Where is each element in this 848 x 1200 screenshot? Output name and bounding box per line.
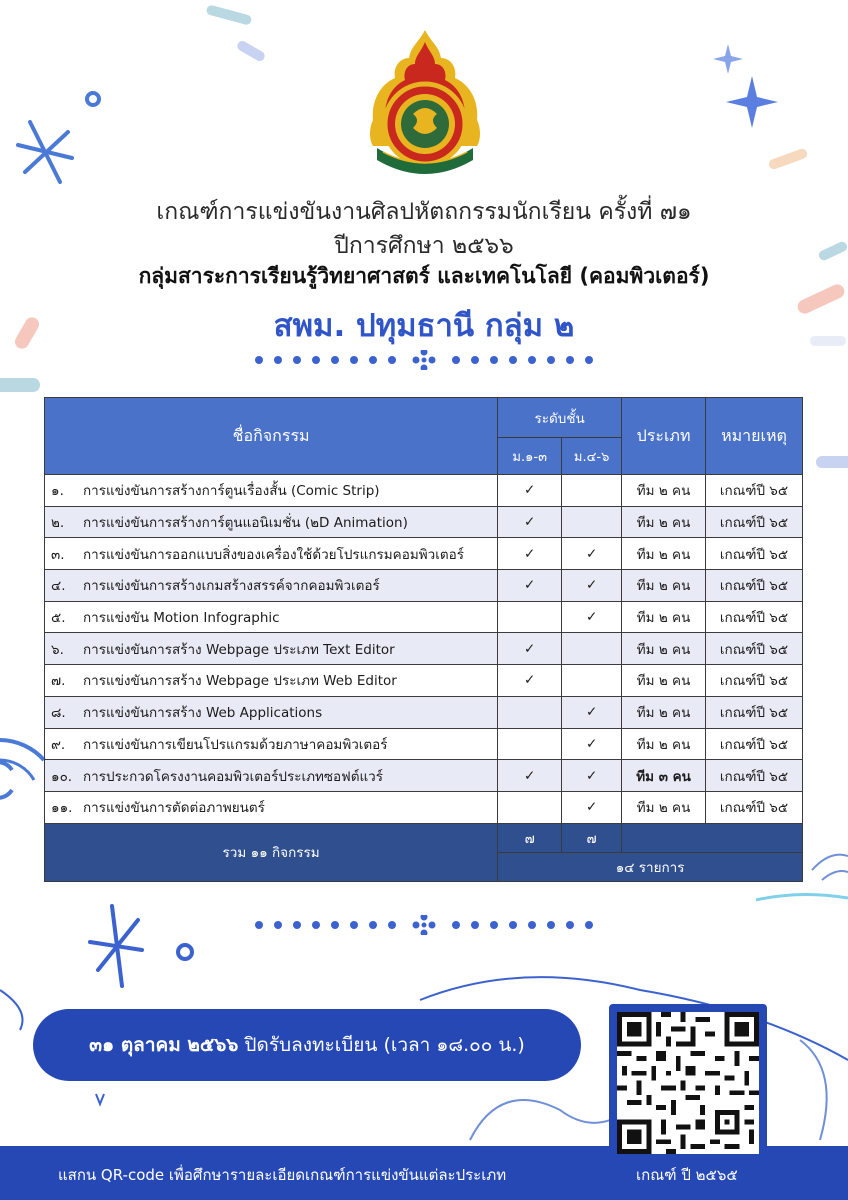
- total-blank: [622, 823, 803, 852]
- header-activity: ชื่อกิจกรรม: [45, 398, 498, 475]
- activity-name: การแข่งขันการออกแบบสิ่งของเครื่องใช้ด้วยโปรแกรมคอมพิวเตอร์: [83, 546, 464, 563]
- row-number: ๒.: [51, 515, 65, 532]
- note: เกณฑ์ปี ๖๕: [706, 538, 803, 570]
- team-type: ทีม ๒ คน: [622, 475, 706, 507]
- check-icon: [498, 791, 562, 823]
- team-type: ทีม ๒ คน: [622, 791, 706, 823]
- team-type: ทีม ๒ คน: [622, 601, 706, 633]
- total-label: รวม ๑๑ กิจกรรม: [45, 823, 498, 881]
- row-number: ๘.: [51, 705, 66, 722]
- team-type: ทีม ๒ คน: [622, 633, 706, 665]
- activity-name: การแข่งขันการสร้าง Webpage ประเภท Web Editor: [83, 673, 397, 690]
- check-icon: [562, 665, 622, 697]
- table-row: [45, 538, 803, 570]
- team-type: ทีม ๒ คน: [622, 506, 706, 538]
- dot-divider-bottom: [0, 915, 848, 935]
- activity-name: การแข่งขันการสร้างการ์ตูนแอนิเมชั่น (๒D Animation): [83, 515, 408, 532]
- check-icon: ✓: [562, 696, 622, 728]
- sparkle-icon: [713, 44, 743, 74]
- check-icon: ✓: [498, 570, 562, 602]
- activity-name: การแข่งขันการสร้าง Web Applications: [83, 705, 323, 722]
- dot-flower-icon: [413, 350, 436, 370]
- check-icon: ✓: [498, 633, 562, 665]
- team-type: ทีม ๒ คน: [622, 696, 706, 728]
- team-type: ทีม ๒ คน: [622, 728, 706, 760]
- check-icon: ✓: [562, 791, 622, 823]
- office-title: สพม. ปทุมธานี กลุ่ม ๒: [273, 308, 575, 344]
- row-number: ๖.: [51, 641, 64, 658]
- check-icon: ✓: [498, 506, 562, 538]
- dot-divider-top: [0, 350, 848, 370]
- activity-name: การแข่งขันการสร้างเกมสร้างสรรค์จากคอมพิวเตอร์: [83, 578, 380, 595]
- table-row: [45, 475, 803, 507]
- check-icon: [498, 696, 562, 728]
- deadline-banner: [33, 1009, 581, 1081]
- row-number: ๑.: [51, 483, 64, 500]
- header-note: หมายเหตุ: [706, 398, 803, 475]
- check-icon: ✓: [498, 665, 562, 697]
- title-line-1: เกณฑ์การแข่งขันงานศิลปหัตถกรรมนักเรียน ครั้งที่ ๗๑: [156, 199, 692, 225]
- qr-code-frame[interactable]: [609, 1004, 767, 1162]
- note: เกณฑ์ปี ๖๕: [706, 696, 803, 728]
- emblem-logo: [369, 28, 481, 180]
- title-line-2: ปีการศึกษา ๒๕๖๖: [334, 233, 514, 259]
- deadline-date: ๓๑ ตุลาคม ๒๕๖๖: [89, 1034, 239, 1056]
- header-type: ประเภท: [622, 398, 706, 475]
- table-row: [45, 506, 803, 538]
- row-number: ๗.: [51, 673, 66, 690]
- check-icon: ✓: [498, 760, 562, 792]
- header-m1-3: ม.๑-๓: [498, 438, 562, 475]
- note: เกณฑ์ปี ๖๕: [706, 633, 803, 665]
- check-icon: [562, 506, 622, 538]
- note: เกณฑ์ปี ๖๕: [706, 665, 803, 697]
- qr-code[interactable]: [617, 1012, 759, 1154]
- check-icon: [498, 601, 562, 633]
- check-icon: [562, 633, 622, 665]
- note: เกณฑ์ปี ๖๕: [706, 728, 803, 760]
- row-number: ๑๑.: [51, 800, 73, 817]
- table-row: [45, 601, 803, 633]
- footer-instruction: แสกน QR-code เพื่อศึกษารายละเอียดเกณฑ์การแข่งขันแต่ละประเภท: [58, 1166, 507, 1184]
- check-icon: [562, 475, 622, 507]
- note: เกณฑ์ปี ๖๕: [706, 475, 803, 507]
- table-row: [45, 696, 803, 728]
- check-icon: [498, 728, 562, 760]
- total-items: ๑๔ รายการ: [498, 852, 803, 881]
- sparkle-icon: [726, 76, 778, 128]
- row-number: ๙.: [51, 736, 66, 753]
- row-number: ๔.: [51, 578, 66, 595]
- table-row: [45, 728, 803, 760]
- header-level: ระดับชั้น: [498, 398, 622, 438]
- team-type: ทีม ๒ คน: [622, 570, 706, 602]
- note: เกณฑ์ปี ๖๕: [706, 601, 803, 633]
- table-row: [45, 570, 803, 602]
- subject-group-title: กลุ่มสาระการเรียนรู้วิทยาศาสตร์ และเทคโนโลยี (คอมพิวเตอร์): [138, 264, 710, 288]
- table-row: [45, 665, 803, 697]
- activity-name: การแข่งขัน Motion Infographic: [83, 610, 280, 627]
- footer-year-label: เกณฑ์ ปี ๒๕๖๕: [636, 1166, 738, 1184]
- check-icon: ✓: [562, 601, 622, 633]
- activity-name: การแข่งขันการสร้างการ์ตูนเรื่องสั้น (Comic Strip): [83, 483, 380, 500]
- activity-name: การแข่งขันการสร้าง Webpage ประเภท Text Editor: [83, 641, 395, 658]
- team-type: ทีม ๒ คน: [622, 665, 706, 697]
- total-m4-6: ๗: [562, 823, 622, 852]
- table-row: [45, 760, 803, 792]
- activity-name: การแข่งขันการเขียนโปรแกรมด้วยภาษาคอมพิวเตอร์: [83, 736, 388, 753]
- row-number: ๓.: [51, 546, 65, 563]
- row-number: ๑๐.: [51, 768, 73, 785]
- dot-flower-icon: [413, 915, 436, 935]
- check-icon: ✓: [562, 760, 622, 792]
- team-type: ทีม ๒ คน: [622, 538, 706, 570]
- note: เกณฑ์ปี ๖๕: [706, 570, 803, 602]
- total-m1-3: ๗: [498, 823, 562, 852]
- note: เกณฑ์ปี ๖๕: [706, 791, 803, 823]
- check-icon: ✓: [562, 570, 622, 602]
- deadline-text: ปิดรับลงทะเบียน (เวลา ๑๘.๐๐ น.): [238, 1034, 525, 1056]
- check-icon: ✓: [562, 728, 622, 760]
- check-icon: ✓: [562, 538, 622, 570]
- row-number: ๕.: [51, 610, 66, 627]
- table-row: [45, 633, 803, 665]
- competition-table: [44, 397, 803, 882]
- asterisk-icon: [18, 122, 72, 182]
- activity-name: การประกวดโครงงานคอมพิวเตอร์ประเภทซอฟต์แวร์: [83, 768, 383, 785]
- check-icon: ✓: [498, 538, 562, 570]
- note: เกณฑ์ปี ๖๕: [706, 760, 803, 792]
- activity-name: การแข่งขันการตัดต่อภาพยนตร์: [83, 800, 265, 817]
- team-type: ทีม ๓ คน: [622, 760, 706, 792]
- ring-icon: [178, 945, 192, 959]
- check-icon: ✓: [498, 475, 562, 507]
- ring-icon: [87, 93, 99, 105]
- header-m4-6: ม.๔-๖: [562, 438, 622, 475]
- table-row: [45, 791, 803, 823]
- note: เกณฑ์ปี ๖๕: [706, 506, 803, 538]
